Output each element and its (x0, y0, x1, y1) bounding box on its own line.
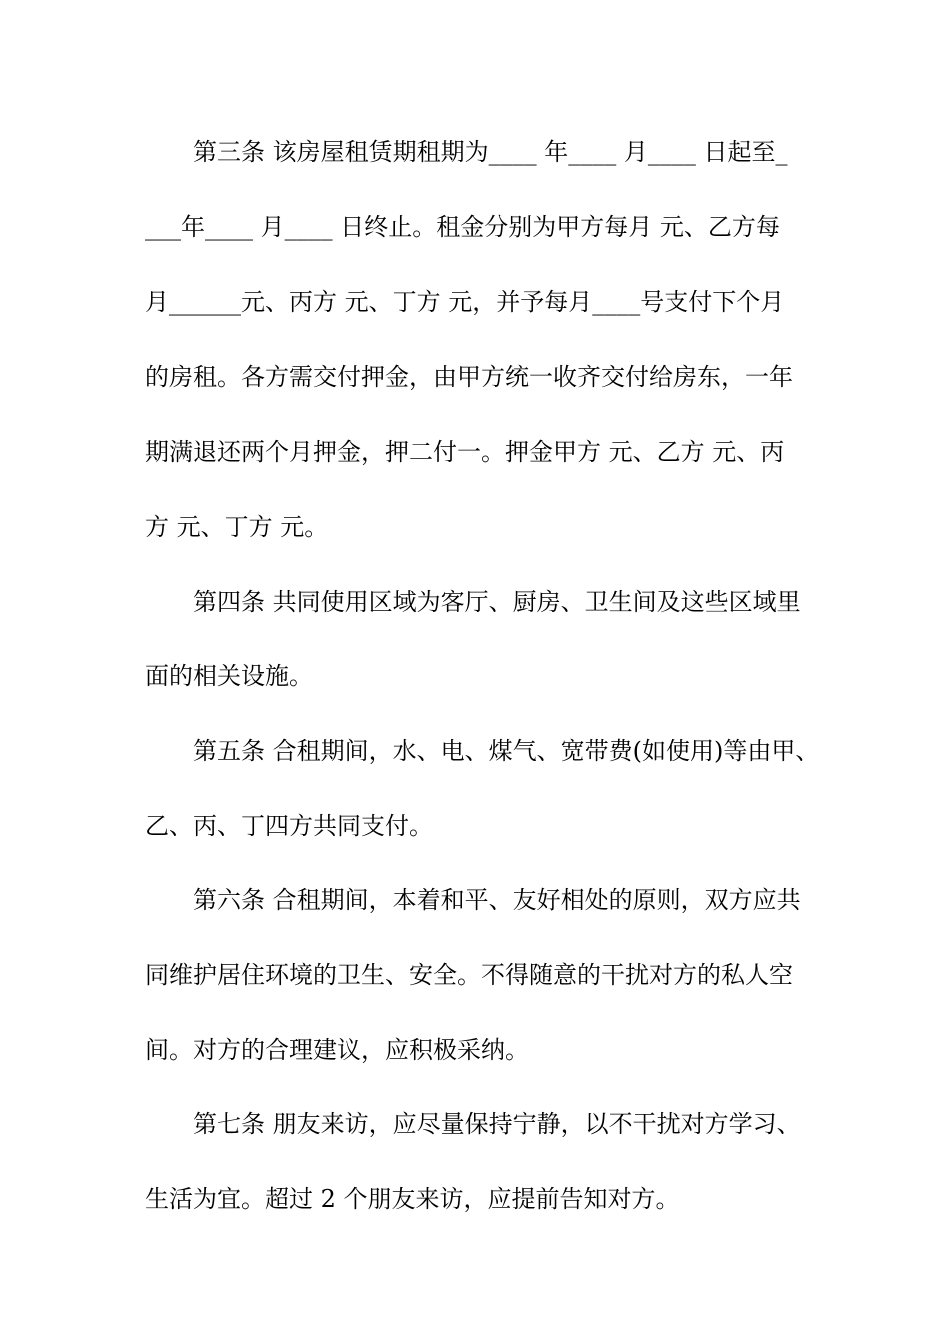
article-3-line-5: 期满退还两个月押金，押二付一。押金甲方 元、乙方 元、丙 (145, 438, 785, 466)
article-5-line-2: 乙、丙、丁四方共同支付。 (145, 812, 433, 840)
article-7-line-1: 第七条 朋友来访，应尽量保持宁静，以不干扰对方学习、 (193, 1110, 801, 1138)
article-4-line-1: 第四条 共同使用区域为客厅、厨房、卫生间及这些区域里 (193, 588, 801, 616)
article-6-line-1: 第六条 合租期间，本着和平、友好相处的原则，双方应共 (193, 886, 801, 914)
article-5-line-1: 第五条 合租期间，水、电、煤气、宽带费(如使用)等由甲、 (193, 737, 820, 765)
article-3-line-4: 的房租。各方需交付押金，由甲方统一收齐交付给房东，一年 (145, 363, 793, 391)
article-6-line-2: 同维护居住环境的卫生、安全。不得随意的干扰对方的私人空 (145, 961, 793, 989)
article-7-line-2: 生活为宜。超过 2 个朋友来访，应提前告知对方。 (145, 1185, 680, 1213)
article-4-line-2: 面的相关设施。 (145, 662, 313, 690)
article-3-line-3: 月______元、丙方 元、丁方 元，并予每月____号支付下个月 (145, 288, 785, 316)
article-6-line-3: 间。对方的合理建议，应积极采纳。 (145, 1036, 529, 1064)
article-3-line-2: ___年____ 月____ 日终止。租金分别为甲方每月 元、乙方每 (145, 213, 780, 241)
article-3-line-6: 方 元、丁方 元。 (145, 513, 329, 541)
article-3-line-1: 第三条 该房屋租赁期租期为____ 年____ 月____ 日起至_ (193, 138, 788, 166)
